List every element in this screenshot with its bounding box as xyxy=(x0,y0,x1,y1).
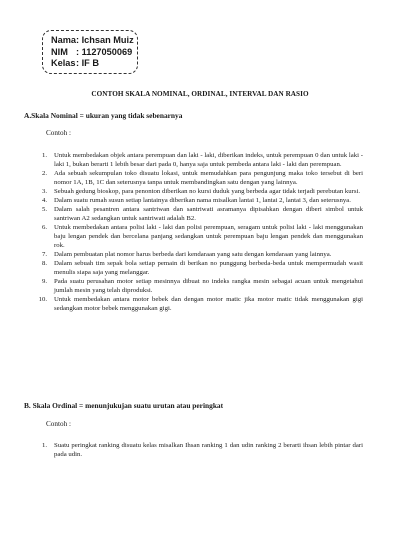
name-label: Nama xyxy=(51,35,77,45)
name-row xyxy=(51,35,137,47)
list-item-number: 5. xyxy=(41,206,47,213)
section-b-heading: B. Skala Ordinal = menunjukujan suatu urutan atau peringkat xyxy=(24,401,224,410)
section-a-heading: A.Skala Nominal = ukuran yang tidak sebenarnya xyxy=(24,111,183,120)
list-item xyxy=(36,441,363,459)
class-row xyxy=(51,58,137,70)
list-item-text: Pada suatu perusahan motor setiap mesinnya dibuat no indeks rangka mesin sebagai acuan untuk mengetahui jumlah mesin yang telah diproduksi. xyxy=(54,278,363,294)
list-item xyxy=(36,196,363,205)
list-item-text: Sebuah gedung bioskop, para penonton diberikan no kursi duduk yang berbeda agar tidak terjadi perebutan kursi. xyxy=(54,188,361,195)
nim-row xyxy=(51,47,137,59)
list-item-text: Untuk membedakan antara motor bebek dan dengan motor matic jika motor matic tidak menggunakan gigi sedangkan motor bebek menggunakan gigi. xyxy=(54,296,363,312)
list-item xyxy=(36,223,363,250)
list-item xyxy=(36,205,363,223)
list-item xyxy=(36,277,363,295)
name-value: : Ichsan Muiz xyxy=(76,35,134,45)
list-item xyxy=(36,187,363,196)
class-label: Kelas xyxy=(51,58,76,68)
list-item-number: 6. xyxy=(41,224,47,231)
list-item-text: Dalam sebuah tim sepak bola setiap pemain di berikan no punggung berbeda-beda untuk mempermudah wasit menulis siapa saja yang melanggar. xyxy=(54,260,363,276)
section-a-list xyxy=(36,151,363,313)
document-title: CONTOH SKALA NOMINAL, ORDINAL, INTERVAL DAN RASIO xyxy=(91,90,309,98)
list-item-number: 2. xyxy=(41,170,47,177)
list-item-text: Dalam salah pesantren antara santriwan dan santriwati asramanya dipisahkan dengan diberi simbol untuk santriwan A2 sedangkan untuk santriwati adalah B2. xyxy=(54,206,363,222)
list-item-number: 8. xyxy=(41,260,47,267)
list-item-number: 1. xyxy=(41,152,47,159)
list-item xyxy=(36,250,363,259)
section-a-example-label: Contoh : xyxy=(46,129,71,137)
list-item-text: Dalam suatu rumah susun setiap lantainya diberikan nama misalkan lantai 1, lantai 2, lantai 3, dan seterusnya. xyxy=(54,197,351,204)
list-item xyxy=(36,169,363,187)
student-identity-box xyxy=(42,30,138,74)
list-item-number: 3. xyxy=(41,188,47,195)
list-item-number: 7. xyxy=(41,251,47,258)
section-b-list xyxy=(36,441,363,459)
list-item xyxy=(36,151,363,169)
list-item xyxy=(36,295,363,313)
list-item-text: Dalam pembuatan plat nomor harus berbeda dari kendaraan yang satu dengan kendaraan yang lainnya. xyxy=(54,251,332,258)
list-item-text: Untuk membedakan objek antara perempuan dan laki - laki, diberikan indeks, untuk perempuan 0 dan untuk laki - laki 1, bukan berarti 1 lebih besar dari pada 0, hanya saja untuk pembeda antara laki - laki dan perempuan. xyxy=(54,152,363,168)
class-value: : IF B xyxy=(76,58,99,68)
list-item-text: Suatu peringkat ranking disuatu kelas misalkan Ihsan ranking 1 dan udin ranking 2 berarti ihsan lebih pintar dari pada udin. xyxy=(54,442,363,458)
nim-value: : 1127050069 xyxy=(76,46,133,57)
list-item-text: Untuk membedakan antara polisi laki - laki dan polisi perempuan, seragam untuk polisi laki - laki menggunakan baju lengan pendek dan bercelana panjang sedangkan untuk perempuan baju lengan pendek dan menggunakan rok. xyxy=(54,224,363,249)
list-item-text: Ada sebuah sekumpulan toko disuatu lokasi, untuk memudahkan para pengunjung maka toko tersebut di beri nomor 1A, 1B, 1C dan seterusnya tanpa untuk membandingkan satu dengan yang lainnya. xyxy=(54,170,363,186)
list-item xyxy=(36,259,363,277)
list-item-number: 10. xyxy=(38,296,47,303)
nim-label: NIM xyxy=(51,46,68,57)
list-item-number: 9. xyxy=(41,278,47,285)
list-item-number: 4. xyxy=(41,197,47,204)
section-b-example-label: Contoh : xyxy=(46,420,71,428)
list-item-number: 1. xyxy=(41,442,47,449)
